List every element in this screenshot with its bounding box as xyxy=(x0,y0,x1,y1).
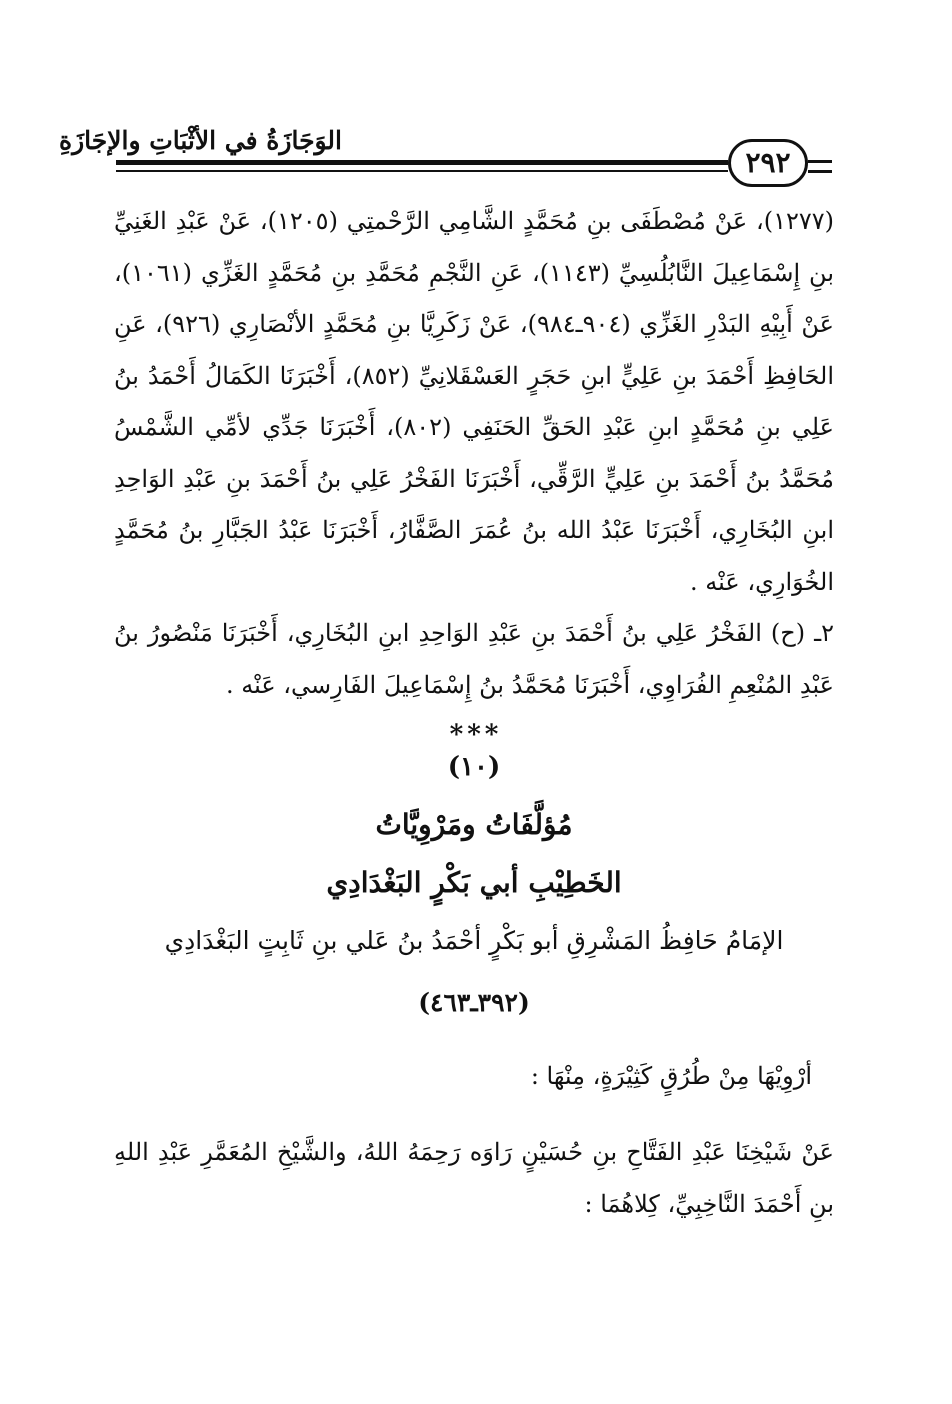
section-chain-text: عَنْ شَيْخِنَا عَبْدِ الفَتَّاحِ بنِ حُسَيْنٍ رَاوَه رَحِمَهُ اللهُ، والشَّيْخِ المُعَمَّرِ عَبْدِ اللهِ بنِ أَحْمَدَ النَّاخِبِيِّ، كِلاهُمَا : xyxy=(114,1138,834,1218)
section-intro: أرْوِيْهَا مِنْ طُرُقٍ كَثِيْرَةٍ، مِنْهَا : xyxy=(530,1062,812,1090)
section-title: مُؤلَّفَاتُ ومَرْوِيَّاتُ xyxy=(375,808,573,841)
header-rule-stub-top xyxy=(808,160,832,163)
body-text xyxy=(114,196,834,711)
section-separator: *** xyxy=(449,720,503,750)
paragraph-chain-1: (١٢٧٧)، عَنْ مُصْطَفَى بنِ مُحَمَّدٍ الشَّامِي الرَّحْمتِي (١٢٠٥)، عَنْ عَبْدِ الغَنِيِّ بنِ إِسْمَاعِيلَ النَّابُلُسِيِّ (١١٤٣)، عَنِ النَّجْمِ مُحَمَّدِ بنِ مُحَمَّدٍ الغَزِّي (١٠٦١)، عَنْ أَبِيْهِ البَدْرِ الغَزِّي (٩٠٤ـ٩٨٤)، عَنْ زَكَرِيَّا بنِ مُحَمَّدٍ الأنْصَارِي (٩٢٦)، عَنِ الحَافِظِ أَحْمَدَ بنِ عَلِيٍّ ابنِ حَجَرٍ العَسْقَلانِيِّ (٨٥٢)، أَخْبَرَنَا الكَمَالُ أَحْمَدُ بنُ عَلِي بنِ مُحَمَّدٍ ابنِ عَبْدِ الحَقِّ الحَنَفِي (٨٠٢)، أَخْبَرَنَا جَدِّي لأمِّي الشَّمْسُ مُحَمَّدُ بنُ أَحْمَدَ بنِ عَلِيٍّ الرَّقِّي، أَخْبَرَنَا الفَخْرُ عَلِي بنُ أَحْمَدَ بنِ عَبْدِ الوَاحِدِ ابنِ البُخَارِي، أَخْبَرَنَا عَبْدُ الله بنُ عُمَرَ الصَّفَّارُ، أَخْبَرَنَا عَبْدُ الجَبَّارِ بنُ مُحَمَّدٍ الخُوَارِي، عَنْه . xyxy=(114,207,835,596)
paragraph-chain-2: ٢ـ (ح) الفَخْرُ عَلِي بنُ أَحْمَدَ بنِ عَبْدِ الوَاحِدِ ابنِ البُخَارِي، أَخْبَرَنَا مَنْصُورُ بنُ عَبْدِ المُنْعِمِ الفُرَاوِي، أَخْبَرَنَا مُحَمَّدُ بنُ إِسْمَاعِيلَ الفَارِسي، عَنْه . xyxy=(114,619,834,699)
header-rule-stub-bottom xyxy=(808,170,832,173)
running-title: الوَجَازَةُ في الأثْبَاتِ والإجَازَةِ xyxy=(59,126,342,155)
section-dates: (٣٩٢ـ٤٦٣) xyxy=(418,988,530,1017)
page-number: ٢٩٢ xyxy=(728,139,808,187)
section-chain xyxy=(114,1126,834,1230)
header-rule-thick xyxy=(116,160,728,165)
section-subject: الخَطِيْبِ أبي بَكْرٍ البَغْدَادِي xyxy=(326,866,622,899)
section-full-name: الإمَامُ حَافِظُ المَشْرِقِ أبو بَكْرٍ أحْمَدُ بنُ عَلي بنِ ثَابِتٍ البَغْدَادِي xyxy=(164,926,784,955)
header-rule-thin xyxy=(116,170,728,172)
section-number: (١٠) xyxy=(447,752,501,782)
